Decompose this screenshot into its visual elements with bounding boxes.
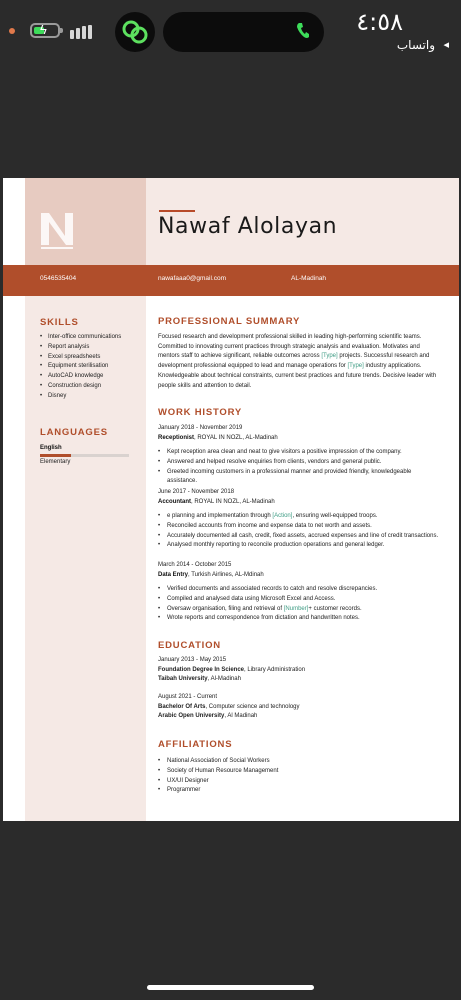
list-item: • UX/UI Designer xyxy=(158,777,278,787)
list-item: • Compiled and analysed data using Microsoft Excel and Access. xyxy=(158,595,443,605)
summary-placeholder: [Type] xyxy=(321,353,338,360)
summary-part: industry applications. Knowledgeable about technical constraints, current best practices and future trends. Decisive leader with people skills and attention to detail. xyxy=(158,363,437,389)
list-item: • Equipment sterilisation xyxy=(40,363,121,373)
affiliations-heading: AFFILIATIONS xyxy=(158,739,233,750)
home-indicator[interactable] xyxy=(147,985,314,990)
list-item: • Wrote reports and correspondence from dictation and handwritten notes. xyxy=(158,614,443,624)
list-item: • AutoCAD knowledge xyxy=(40,373,121,383)
job-title: Accountant xyxy=(158,498,191,505)
education-degree-line xyxy=(158,666,305,676)
monogram-logo-icon xyxy=(40,212,74,250)
list-item: • National Association of Social Workers xyxy=(158,757,278,767)
summary-part: projects. Successful research and development professional equipped to lead and manage operations for xyxy=(158,353,430,370)
education-entry xyxy=(158,656,305,685)
back-to-app-label[interactable]: واتساب xyxy=(396,38,435,52)
job-entry xyxy=(158,488,443,551)
job-entry xyxy=(158,561,443,624)
phone-call-icon xyxy=(296,22,310,40)
candidate-name: Nawaf Alolayan xyxy=(158,214,338,239)
list-item: • Society of Human Resource Management xyxy=(158,767,278,777)
contact-bar xyxy=(3,265,459,296)
education-degree: Bachelor Of Arts xyxy=(158,703,206,710)
job-dates: June 2017 - November 2018 xyxy=(158,489,235,495)
work-history-heading: WORK HISTORY xyxy=(158,407,243,418)
list-item: • Analysed monthly reporting to reconcile production operations and general ledger. xyxy=(158,541,443,551)
list-item: • Excel spreadsheets xyxy=(40,354,121,364)
charging-bolt-icon: ϟ xyxy=(40,22,47,37)
languages-heading: LANGUAGES xyxy=(40,427,108,438)
clock: ٤:٥٨ xyxy=(356,8,403,36)
education-school: Arabic Open University xyxy=(158,713,225,720)
list-item xyxy=(158,512,443,522)
education-degree-line xyxy=(158,703,300,713)
job-entry xyxy=(158,424,443,487)
job-role xyxy=(158,498,443,508)
education-school: Taibah University xyxy=(158,676,208,683)
summary-part: Focused research and development professional skilled in leading high-performing scientific teams. Committed to innovating current practices through strategic analysis and evaluation. Motivates and mentors staff to achieve significant, reliable outcomes across xyxy=(158,334,422,360)
status-bar xyxy=(0,0,461,64)
list-item: • Programmer xyxy=(158,786,278,796)
job-bullets xyxy=(158,585,443,624)
dynamic-island[interactable] xyxy=(163,12,324,52)
language-proficiency-fill xyxy=(40,454,71,457)
education-entry xyxy=(158,693,300,722)
battery-icon xyxy=(30,23,60,38)
education-dates: January 2013 - May 2015 xyxy=(158,657,227,663)
job-bullets xyxy=(158,448,443,487)
job-dates: March 2014 - October 2015 xyxy=(158,562,232,568)
job-title: Data Entry xyxy=(158,571,189,578)
name-accent-line xyxy=(159,210,195,212)
education-heading: EDUCATION xyxy=(158,640,221,651)
affiliations-list xyxy=(158,757,278,796)
skills-heading: SKILLS xyxy=(40,317,79,328)
bullet-text: e planning and implementation through [Action], ensuring well-equipped troops. xyxy=(167,513,378,519)
education-field: , Computer science and technology xyxy=(205,703,300,710)
education-dates: August 2021 - Current xyxy=(158,694,218,700)
education-school-line xyxy=(158,675,305,685)
summary-heading: PROFESSIONAL SUMMARY xyxy=(158,316,301,327)
job-employer: , Turkish Airlines, AL-Mdinah xyxy=(188,571,264,578)
signal-icon xyxy=(70,25,92,39)
job-role xyxy=(158,571,443,581)
language-level: Elementary xyxy=(40,459,71,465)
language-proficiency-bar xyxy=(40,454,129,457)
education-place: , Al-Madinah xyxy=(207,676,241,683)
linked-app-icon[interactable] xyxy=(115,12,155,52)
list-item: • Inter-office communications xyxy=(40,334,121,344)
contact-email[interactable]: nawafaaa0@gmail.com xyxy=(158,275,227,282)
job-employer: , ROYAL IN NOZL, AL-Madinah xyxy=(194,434,278,441)
job-role xyxy=(158,434,443,444)
list-item: • Report analysis xyxy=(40,344,121,354)
summary-text xyxy=(158,333,440,391)
education-degree: Foundation Degree In Science xyxy=(158,666,245,673)
list-item: • Construction design xyxy=(40,383,121,393)
list-item: • Kept reception area clean and neat to give visitors a positive impression of the company. xyxy=(158,448,443,458)
bullet-text: Oversaw organisation, filing and retrieval of [Number]+ customer records. xyxy=(167,605,362,612)
job-dates: January 2018 - November 2019 xyxy=(158,425,243,431)
job-title: Receptionist xyxy=(158,434,195,441)
contact-phone: 0546535404 xyxy=(40,275,77,282)
list-item: • Reconciled accounts from income and expense data to net worth and assets. xyxy=(158,522,443,532)
education-place: , Al Madinah xyxy=(224,713,258,720)
list-item: • Greeted incoming customers in a professional manner and provided friendly, knowledgeable assistance. xyxy=(158,468,443,488)
recording-indicator-icon xyxy=(9,28,15,34)
resume-page xyxy=(3,178,459,821)
list-item: • Disney xyxy=(40,393,121,403)
list-item xyxy=(158,605,443,615)
education-field: , Library Administration xyxy=(244,666,306,673)
job-bullets xyxy=(158,512,443,551)
summary-placeholder: [Type] xyxy=(347,363,364,370)
list-item: • Verified documents and associated records to catch and resolve discrepancies. xyxy=(158,585,443,595)
list-item: • Accurately documented all cash, credit, fixed assets, accrued expenses and line of credit transactions. xyxy=(158,532,443,542)
language-name: English xyxy=(40,445,62,451)
list-item: • Answered and helped resolve enquiries from clients, vendors and general public. xyxy=(158,458,443,468)
back-arrow-icon[interactable]: ◂ xyxy=(443,39,449,51)
contact-location: AL-Madinah xyxy=(291,275,327,282)
job-employer: , ROYAL IN NOZL, AL-Madinah xyxy=(191,498,275,505)
education-school-line xyxy=(158,712,300,722)
skills-list xyxy=(40,334,121,403)
